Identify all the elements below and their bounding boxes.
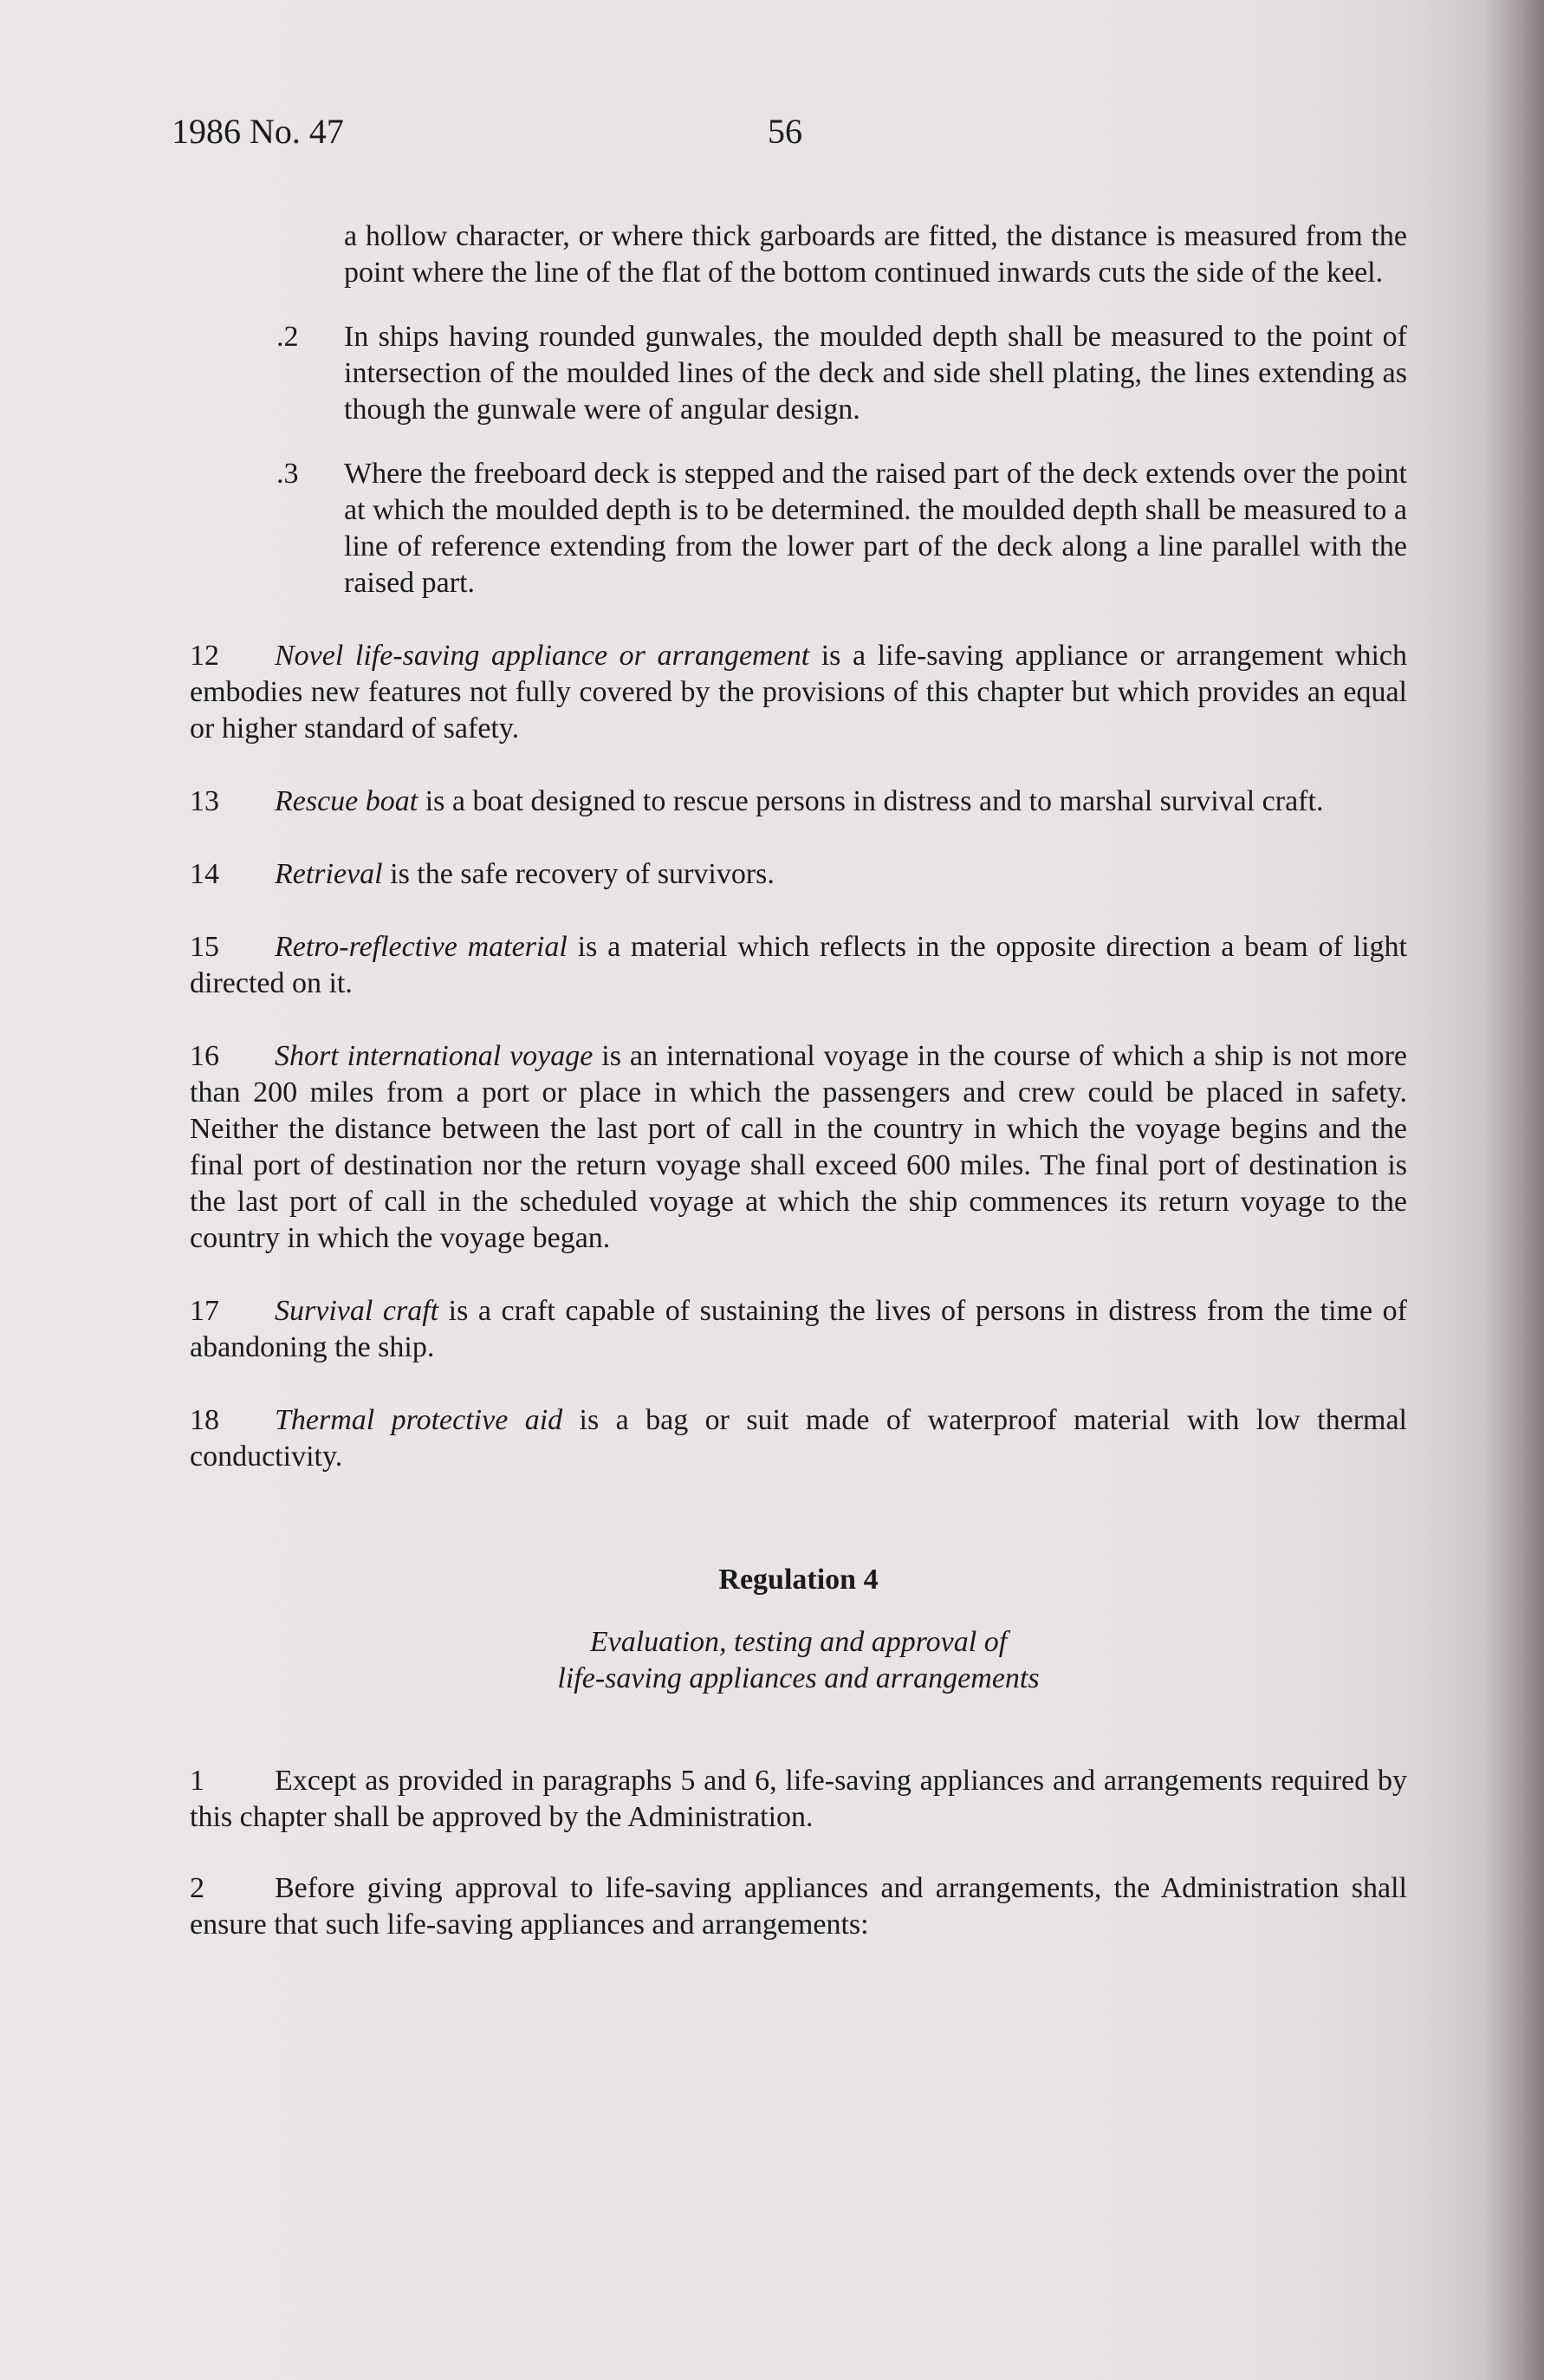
definition-term: Retro-reflective material [275, 931, 568, 963]
definition-term: Retrieval [275, 858, 383, 890]
page-header [172, 111, 1405, 163]
paragraph-2 [190, 1870, 1407, 1943]
definition-16 [190, 1038, 1407, 1257]
definition-number: 17 [190, 1295, 219, 1327]
paragraph-1 [190, 1763, 1407, 1836]
definition-term: Survival craft [275, 1295, 439, 1327]
regulation-subtitle [190, 1624, 1407, 1697]
regulation-subtitle-line: Evaluation, testing and approval of [589, 1626, 1008, 1658]
definition-number: 13 [190, 785, 219, 817]
definition-17 [190, 1293, 1407, 1366]
definition-term: Thermal protective aid [275, 1404, 563, 1436]
regulation-subtitle-line: life-saving appliances and arrangements [557, 1662, 1040, 1694]
document-id: 1986 No. 47 [172, 112, 344, 151]
definition-term: Rescue boat [275, 785, 418, 817]
subparagraph [190, 319, 1407, 428]
definition-number: 15 [190, 931, 219, 963]
subparagraph-text: In ships having rounded gunwales, the moulded depth shall be measured to the point of intersection of the moulded lines of the deck and side shell plating, the lines extending as though the gunwale were of angular design. [344, 321, 1407, 426]
definition-12 [190, 638, 1407, 747]
definition-15 [190, 929, 1407, 1002]
definition-number: 16 [190, 1040, 219, 1072]
book-spine-shadow [1483, 0, 1544, 2380]
definition-13 [190, 784, 1407, 820]
definition-text: is a bag or suit made of waterproof material with low thermal conductivity. [190, 1404, 1407, 1473]
definition-text: is a craft capable of sustaining the lives of persons in distress from the time of abandoning the ship. [190, 1295, 1407, 1363]
page-content [190, 218, 1407, 1943]
definition-number: 18 [190, 1404, 219, 1436]
page-number: 56 [768, 112, 802, 151]
definition-term: Short international voyage [275, 1040, 594, 1072]
subparagraph [190, 456, 1407, 602]
paragraph-number: 1 [190, 1765, 204, 1797]
subparagraph-text: Where the freeboard deck is stepped and the raised part of the deck extends over the point at which the moulded depth is to be determined. the moulded depth shall be measured to a line of reference extending from the lower part of the deck along a line parallel with the raised part. [344, 458, 1407, 599]
definition-term: Novel life-saving appliance or arrangement [275, 640, 810, 672]
regulation-title: Regulation 4 [718, 1564, 879, 1596]
definition-text: is a material which reflects in the opposite direction a beam of light directed on it. [190, 931, 1407, 999]
subparagraph-number: .3 [276, 458, 299, 490]
definition-18 [190, 1402, 1407, 1475]
continuation-text: a hollow character, or where thick garboards are fitted, the distance is measured from the point where the line of the flat of the bottom continued inwards cuts the side of the keel. [344, 220, 1407, 289]
paragraph-number: 2 [190, 1872, 204, 1904]
definition-text: is a life-saving appliance or arrangement which embodies new features not fully covered by the provisions of this chapter but which provides an equal or higher standard of safety. [190, 640, 1408, 745]
paragraph-text: Before giving approval to life-saving appliances and arrangements, the Administration shall ensure that such life-saving appliances and arrangements: [190, 1872, 1407, 1941]
subparagraph-number: .2 [276, 321, 299, 353]
definition-text: is the safe recovery of survivors. [382, 858, 775, 890]
definition-14 [190, 856, 1407, 893]
definition-number: 12 [190, 640, 219, 672]
definition-text: is an international voyage in the course of which a ship is not more than 200 miles from a port or place in which the passengers and crew could be placed in safety. Neither the distance between the last port of call in the country in which the voyage begins and the final port of destination nor the return voyage shall exceed 600 miles. The final port of destination is the last port of call in the scheduled voyage at which the ship commences its return voyage to the country in which the voyage began. [190, 1040, 1407, 1254]
definition-text: is a boat designed to rescue persons in distress and to marshal survival craft. [418, 785, 1324, 817]
definition-number: 14 [190, 858, 219, 890]
paragraph-text: Except as provided in paragraphs 5 and 6, life-saving appliances and arrangements required by this chapter shall be approved by the Administration. [190, 1765, 1407, 1833]
